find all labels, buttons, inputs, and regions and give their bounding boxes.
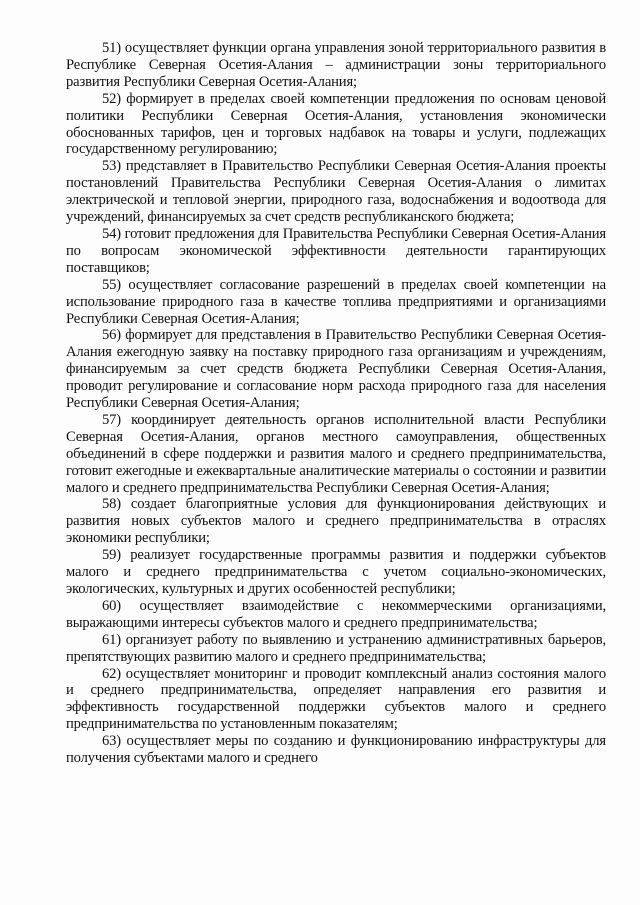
paragraph-56: 56) формирует для представления в Правительство Республики Северная Осетия-Алания ежегодную заявку на поставку природного газа организациям и учреждениям, финансируемым за счет средств бюджета Республики Северная Осетия-Алания, проводит регулирование и согласование норм расхода природного газа для населения Республики Северная Осетия-Алания;: [66, 327, 606, 412]
paragraph-60: 60) осуществляет взаимодействие с некоммерческими организациями, выражающими интересы субъектов малого и среднего предпринимательства;: [66, 597, 606, 631]
paragraph-52: 52) формирует в пределах своей компетенции предложения по основам ценовой политики Республики Северная Осетия-Алания, установления экономически обоснованных тарифов, цен и торговых надбавок на товары и услуги, подлежащих государственному регулированию;: [66, 90, 606, 158]
paragraph-51: 51) осуществляет функции органа управления зоной территориального развития в Республике Северная Осетия-Алания – администрации зоны территориального развития Республики Северная Осетия-Алания;: [66, 40, 606, 90]
paragraph-63: 63) осуществляет меры по созданию и функционированию инфраструктуры для получения субъектами малого и среднего: [66, 733, 606, 767]
paragraph-58: 58) создает благоприятные условия для функционирования действующих и развития новых субъектов малого и среднего предпринимательства в отраслях экономики республики;: [66, 496, 606, 547]
paragraph-55: 55) осуществляет согласование разрешений в пределах своей компетенции на использование природного газа в качестве топлива предприятиями и организациями Республики Северная Осетия-Алания;: [66, 276, 606, 327]
paragraph-61: 61) организует работу по выявлению и устранению административных барьеров, препятствующих развитию малого и среднего предпринимательства;: [66, 631, 606, 665]
document-body: [66, 40, 606, 767]
paragraph-57: 57) координирует деятельность органов исполнительной власти Республики Северная Осетия-Алания, органов местного самоуправления, общественных объединений в сфере поддержки и развития малого и среднего предпринимательства, готовит ежегодные и ежеквартальные аналитические материалы о состоянии и развитии малого и среднего предпринимательства Республики Северная Осетия-Алания;: [66, 411, 606, 496]
paragraph-53: 53) представляет в Правительство Республики Северная Осетия-Алания проекты постановлений Правительства Республики Северная Осетия-Алания о лимитах электрической и тепловой энергии, природного газа, водоснабжения и водоотвода для учреждений, финансируемых за счет средств республиканского бюджета;: [66, 158, 606, 226]
paragraph-62: 62) осуществляет мониторинг и проводит комплексный анализ состояния малого и среднего предпринимательства, определяет направления его развития и эффективность государственной поддержки субъектов малого и среднего предпринимательства по установленным показателям;: [66, 665, 606, 733]
paragraph-59: 59) реализует государственные программы развития и поддержки субъектов малого и среднего предпринимательства с учетом социально-экономических, экологических, культурных и других особенностей республики;: [66, 547, 606, 597]
paragraph-54: 54) готовит предложения для Правительства Республики Северная Осетия-Алания по вопросам экономической эффективности деятельности гарантирующих поставщиков;: [66, 225, 606, 276]
